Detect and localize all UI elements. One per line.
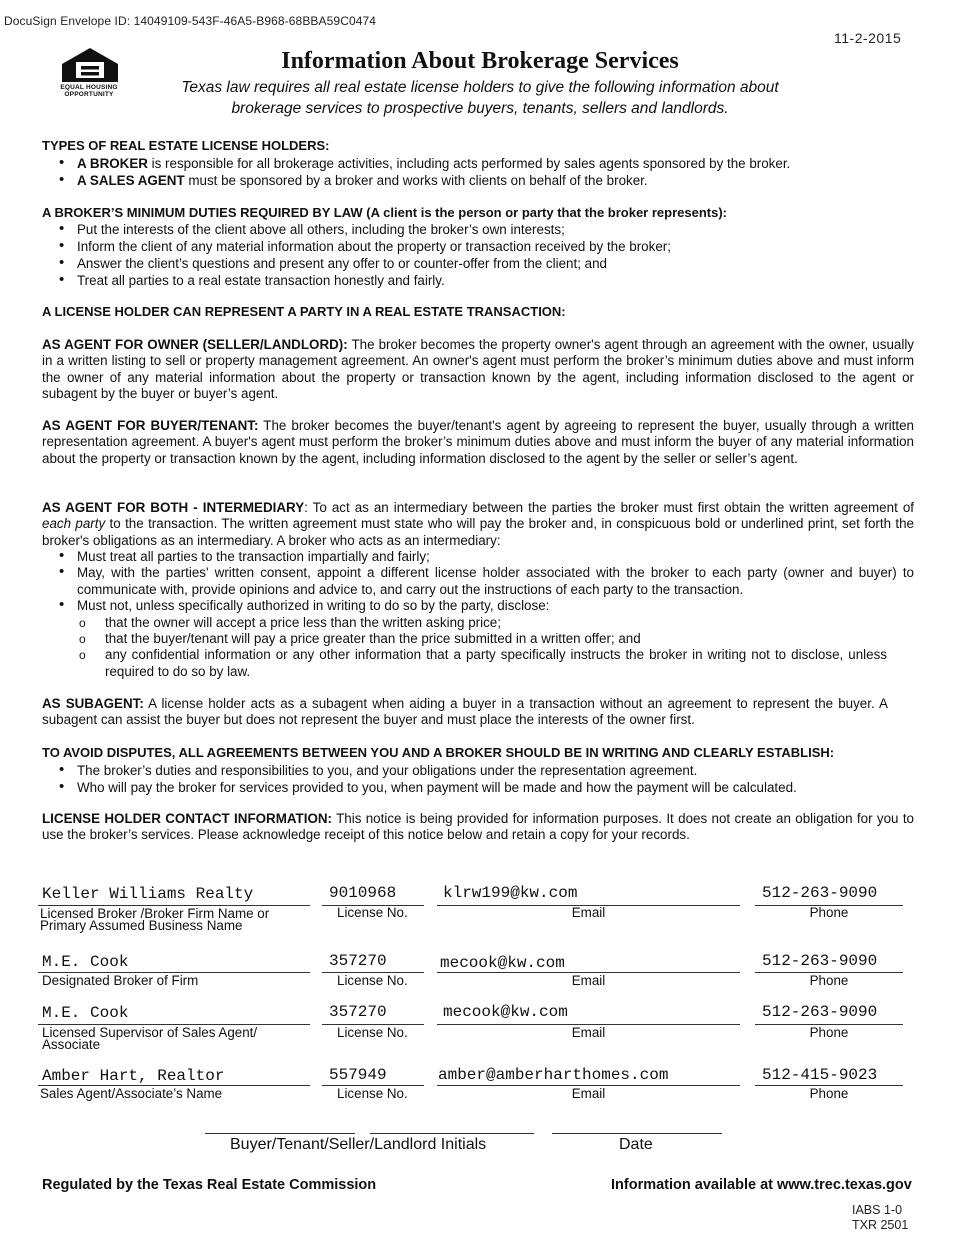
duties-heading: A BROKER’S MINIMUM DUTIES REQUIRED BY LAW (A client is the person or party that the broker represents): (42, 205, 727, 220)
supervisor-name-field[interactable]: M.E. Cook (42, 1004, 129, 1022)
broker-license-field[interactable]: 9010968 (329, 884, 397, 902)
email-label: Email (571, 973, 606, 988)
broker-name-label (40, 908, 269, 932)
footer-regulated: Regulated by the Texas Real Estate Commission (42, 1177, 377, 1193)
owner-agent-term: AS AGENT FOR OWNER (SELLER/LANDLORD): (42, 337, 348, 352)
represent-heading: A LICENSE HOLDER CAN REPRESENT A PARTY IN A REAL ESTATE TRANSACTION: (42, 304, 566, 319)
intermediary-text-1: : To act as an intermediary between the parties the broker must first obtain the written agreement of (304, 500, 914, 515)
list-item: o any confidential information or any other information that a party specifically instructs the broker in writing not to disclose, unless required to do so by law. (77, 647, 887, 680)
sales-agent-def: must be sponsored by a broker and works with clients on behalf of the broker. (184, 173, 648, 188)
date-line[interactable] (552, 1133, 722, 1134)
list-item: • Who will pay the broker for services provided to you, when payment will be made and how the payment will be calculated. (58, 779, 918, 796)
buyer-agent-term: AS AGENT FOR BUYER/TENANT: (42, 418, 259, 433)
owner-agent-paragraph (42, 337, 914, 402)
designated-broker-phone-field[interactable]: 512-263-9090 (762, 952, 878, 970)
intermediary-paragraph (42, 500, 914, 549)
subtitle-line-2: brokerage services to prospective buyers, tenants, sellers and landlords. (231, 100, 729, 117)
designated-broker-name-field[interactable]: M.E. Cook (42, 953, 129, 971)
list-item: • Answer the client’s questions and present any offer to or counter-offer from the client; and (58, 255, 918, 272)
list-item: • Treat all parties to a real estate transaction honestly and fairly. (58, 272, 918, 289)
form-code-txr: TXR 2501 (852, 1218, 909, 1232)
email-label: Email (571, 1086, 606, 1101)
disclose-sublist (77, 615, 887, 681)
footer-trec-info: Information available at www.trec.texas.gov (611, 1177, 912, 1193)
sales-agent-name-field[interactable]: Amber Hart, Realtor (42, 1067, 225, 1085)
email-label: Email (571, 905, 606, 920)
broker-email-field[interactable]: klrw199@kw.com (443, 884, 578, 902)
contact-paragraph (42, 811, 914, 844)
subagent-paragraph (42, 696, 888, 729)
broker-def: is responsible for all brokerage activities, including acts performed by sales agents sponsored by the broker. (147, 156, 791, 171)
phone-label: Phone (809, 973, 849, 988)
intermediary-term: AS AGENT FOR BOTH - INTERMEDIARY (42, 500, 305, 515)
supervisor-license-field[interactable]: 357270 (329, 1003, 387, 1021)
label-line: Sales Agent/Associate’s Name (40, 1086, 223, 1101)
phone-label: Phone (809, 1086, 849, 1101)
types-list (58, 155, 918, 189)
list-item (58, 155, 918, 172)
license-label: License No. (337, 1025, 408, 1040)
types-heading: TYPES OF REAL ESTATE LICENSE HOLDERS: (42, 138, 330, 153)
supervisor-phone-field[interactable]: 512-263-9090 (762, 1003, 878, 1021)
sales-agent-email-field[interactable]: amber@amberharthomes.com (438, 1066, 669, 1084)
list-item: • Put the interests of the client above all others, including the broker’s own interests; (58, 221, 918, 238)
subtitle-line-1: Texas law requires all real estate license holders to give the following information about (181, 79, 779, 96)
supervisor-email-field[interactable]: mecook@kw.com (443, 1003, 568, 1021)
duties-list (58, 221, 918, 289)
phone-label: Phone (809, 905, 849, 920)
form-date: 11-2-2015 (834, 30, 902, 46)
intermediary-italic: each party (42, 516, 106, 532)
disputes-list (58, 762, 918, 796)
label-line: Associate (42, 1037, 101, 1052)
contact-term: LICENSE HOLDER CONTACT INFORMATION: (42, 811, 332, 826)
owner-agent-text: The broker becomes the property owner's agent through an agreement with the owner, usually in a written listing to sell or property management agreement. An owner's agent must perform the broker’s minimum duties above and must inform the owner of any material information about the property or transaction known by the agent, including information disclosed to the agent or subagent by the buyer or buyer’s agent. (42, 337, 914, 401)
license-label: License No. (337, 1086, 408, 1101)
label-line: Primary Assumed Business Name (40, 918, 243, 933)
disputes-heading: TO AVOID DISPUTES, ALL AGREEMENTS BETWEEN YOU AND A BROKER SHOULD BE IN WRITING AND CLEARLY ESTABLISH: (42, 745, 835, 760)
sales-agent-phone-field[interactable]: 512-415-9023 (762, 1066, 878, 1084)
designated-broker-email-field[interactable]: mecook@kw.com (440, 954, 565, 972)
sales-agent-term: A SALES AGENT (77, 173, 185, 188)
sales-agent-label (40, 1088, 222, 1100)
list-item: • The broker’s duties and responsibilities to you, and your obligations under the representation agreement. (58, 762, 918, 779)
label-line: Licensed Supervisor of Sales Agent/ (42, 1025, 258, 1040)
list-item: • Must treat all parties to the transaction impartially and fairly; (58, 549, 914, 565)
phone-label: Phone (809, 1025, 849, 1040)
intermediary-list (58, 549, 914, 680)
broker-phone-field[interactable]: 512-263-9090 (762, 884, 878, 902)
list-item: o that the owner will accept a price less than the written asking price; (77, 615, 887, 631)
list-item (58, 172, 918, 189)
initials-line-1[interactable] (205, 1133, 355, 1134)
buyer-agent-paragraph (42, 418, 914, 467)
equal-housing-logo-text: EQUAL HOUSING OPPORTUNITY (60, 84, 118, 98)
list-item: o that the buyer/tenant will pay a price greater than the price submitted in a written offer; and (77, 631, 887, 647)
license-label: License No. (337, 905, 408, 920)
supervisor-label (42, 1027, 257, 1051)
initials-label: Buyer/Tenant/Seller/Landlord Initials (230, 1136, 487, 1153)
label-line: Designated Broker of Firm (42, 973, 199, 988)
docusign-envelope-id: DocuSign Envelope ID: 14049109-543F-46A5-B968-68BBA59C0474 (4, 14, 377, 28)
intermediary-text-2: to the transaction. The written agreement must state who will pay the broker and, in conspicuous bold or underlined print, set forth the broker's obligations as an intermediary. A broker who acts as an intermediary: (42, 516, 914, 548)
subagent-text: A license holder acts as a subagent when aiding a buyer in a transaction without an agreement to represent the buyer. A subagent can assist the buyer but does not represent the buyer and must place the interests of the owner first. (42, 696, 888, 728)
broker-name-field[interactable]: Keller Williams Realty (42, 885, 254, 903)
broker-term: A BROKER (77, 156, 148, 171)
designated-broker-label (42, 975, 198, 987)
subagent-term: AS SUBAGENT: (42, 696, 144, 711)
initials-line-2[interactable] (370, 1133, 534, 1134)
disclose-text: Must not, unless specifically authorized in writing to do so by the party, disclose: (77, 598, 550, 614)
contact-text: This notice is being provided for information purposes. It does not create an obligation for you to use the broker’s services. Please acknowledge receipt of this notice below and retain a copy for your records. (42, 811, 914, 843)
sales-agent-license-field[interactable]: 557949 (329, 1066, 387, 1084)
page-title: Information About Brokerage Services (281, 48, 679, 74)
designated-broker-license-field[interactable]: 357270 (329, 952, 387, 970)
label-line: Licensed Broker /Broker Firm Name or (40, 906, 270, 921)
page-subtitle (0, 77, 960, 119)
list-item: • Inform the client of any material information about the property or transaction received by the broker; (58, 238, 918, 255)
buyer-agent-text: The broker becomes the buyer/tenant's agent by agreeing to represent the buyer, usually through a written representation agreement. A buyer's agent must perform the broker’s minimum duties above and must inform the buyer of any material information about the property or transaction known by the agent, including information disclosed to the agent by the seller or seller’s agent. (42, 418, 914, 466)
list-item: • May, with the parties' written consent, appoint a different license holder associated with the broker to each party (owner and buyer) to communicate with, provide opinions and advice to, and carry out the instructions of each party to the transaction. (58, 565, 914, 598)
email-label: Email (571, 1025, 606, 1040)
form-code-iabs: IABS 1-0 (852, 1203, 903, 1217)
date-label: Date (619, 1136, 653, 1153)
list-item (58, 598, 914, 680)
license-label: License No. (337, 973, 408, 988)
